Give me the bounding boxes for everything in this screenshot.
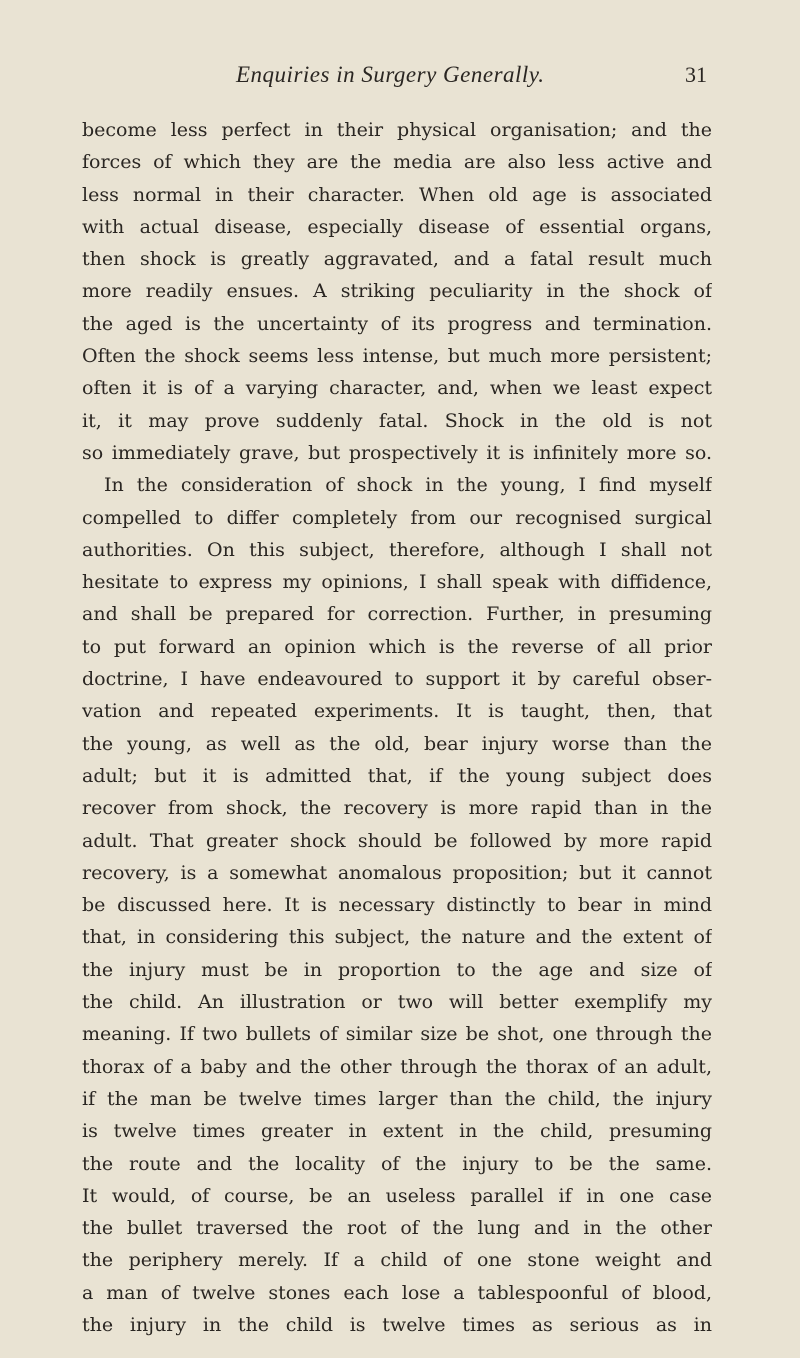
text-line: the injury must be in proportion to the age and size of: [82, 958, 712, 981]
text-line: the bullet traversed the root of the lung and in the other: [82, 1217, 712, 1240]
text-line: recovery, is a somewhat anomalous proposition; but it cannot: [82, 861, 712, 884]
text-line: Often the shock seems less intense, but much more persistent;: [82, 345, 712, 368]
running-head: Enquiries in Surgery Generally.: [236, 62, 545, 87]
text-line: to put forward an opinion which is the reverse of all prior: [82, 635, 712, 658]
text-line: that, in considering this subject, the nature and the extent of: [82, 926, 712, 949]
text-line: a man of twelve stones each lose a tablespoonful of blood,: [82, 1281, 712, 1304]
text-line: the periphery merely. If a child of one stone weight and: [82, 1249, 712, 1272]
text-line: then shock is greatly aggravated, and a fatal result much: [82, 248, 712, 271]
text-line: compelled to differ completely from our recognised surgical: [82, 506, 712, 529]
text-line: is twelve times greater in extent in the child, presuming: [82, 1120, 712, 1143]
text-line: recover from shock, the recovery is more rapid than in the: [82, 797, 712, 820]
text-line: and shall be prepared for correction. Further, in presuming: [82, 603, 712, 626]
text-line: authorities. On this subject, therefore, although I shall not: [82, 538, 712, 561]
text-line: the child. An illustration or two will better exemplify my: [82, 991, 712, 1014]
text-line: adult; but it is admitted that, if the young subject does: [82, 764, 712, 787]
body-text: [82, 114, 712, 1341]
page-number: 31: [685, 62, 707, 87]
text-line: it, it may prove suddenly fatal. Shock in the old is not: [82, 409, 712, 432]
text-line: thorax of a baby and the other through the thorax of an adult,: [82, 1055, 712, 1078]
text-line: meaning. If two bullets of similar size be shot, one through the: [82, 1023, 712, 1046]
text-line: with actual disease, especially disease of essential organs,: [82, 215, 712, 238]
text-line: the young, as well as the old, bear injury worse than the: [82, 732, 712, 755]
text-line: It would, of course, be an useless parallel if in one case: [82, 1184, 712, 1207]
text-line: the aged is the uncertainty of its progress and termination.: [82, 312, 712, 335]
text-line: the injury in the child is twelve times as serious as in: [82, 1313, 712, 1336]
text-line: less normal in their character. When old age is associated: [82, 183, 712, 206]
text-line: become less perfect in their physical organisation; and the: [82, 119, 712, 141]
text-line: be discussed here. It is necessary distinctly to bear in mind: [82, 894, 712, 917]
text-line: so immediately grave, but prospectively it is infinitely more so.: [82, 441, 712, 464]
text-line: if the man be twelve times larger than the child, the injury: [82, 1087, 712, 1110]
text-line: more readily ensues. A striking peculiarity in the shock of: [82, 280, 712, 303]
text-line: adult. That greater shock should be followed by more rapid: [82, 829, 712, 852]
text-line: hesitate to express my opinions, I shall speak with diffidence,: [82, 571, 712, 594]
text-line: forces of which they are the media are also less active and: [82, 151, 712, 174]
text-line: In the consideration of shock in the young, I find myself: [104, 474, 712, 497]
text-line: often it is of a varying character, and, when we least expect: [82, 377, 712, 400]
text-line: the route and the locality of the injury to be the same.: [82, 1152, 712, 1175]
text-line: vation and repeated experiments. It is taught, then, that: [82, 700, 712, 723]
text-line: doctrine, I have endeavoured to support it by careful obser-: [82, 668, 712, 691]
